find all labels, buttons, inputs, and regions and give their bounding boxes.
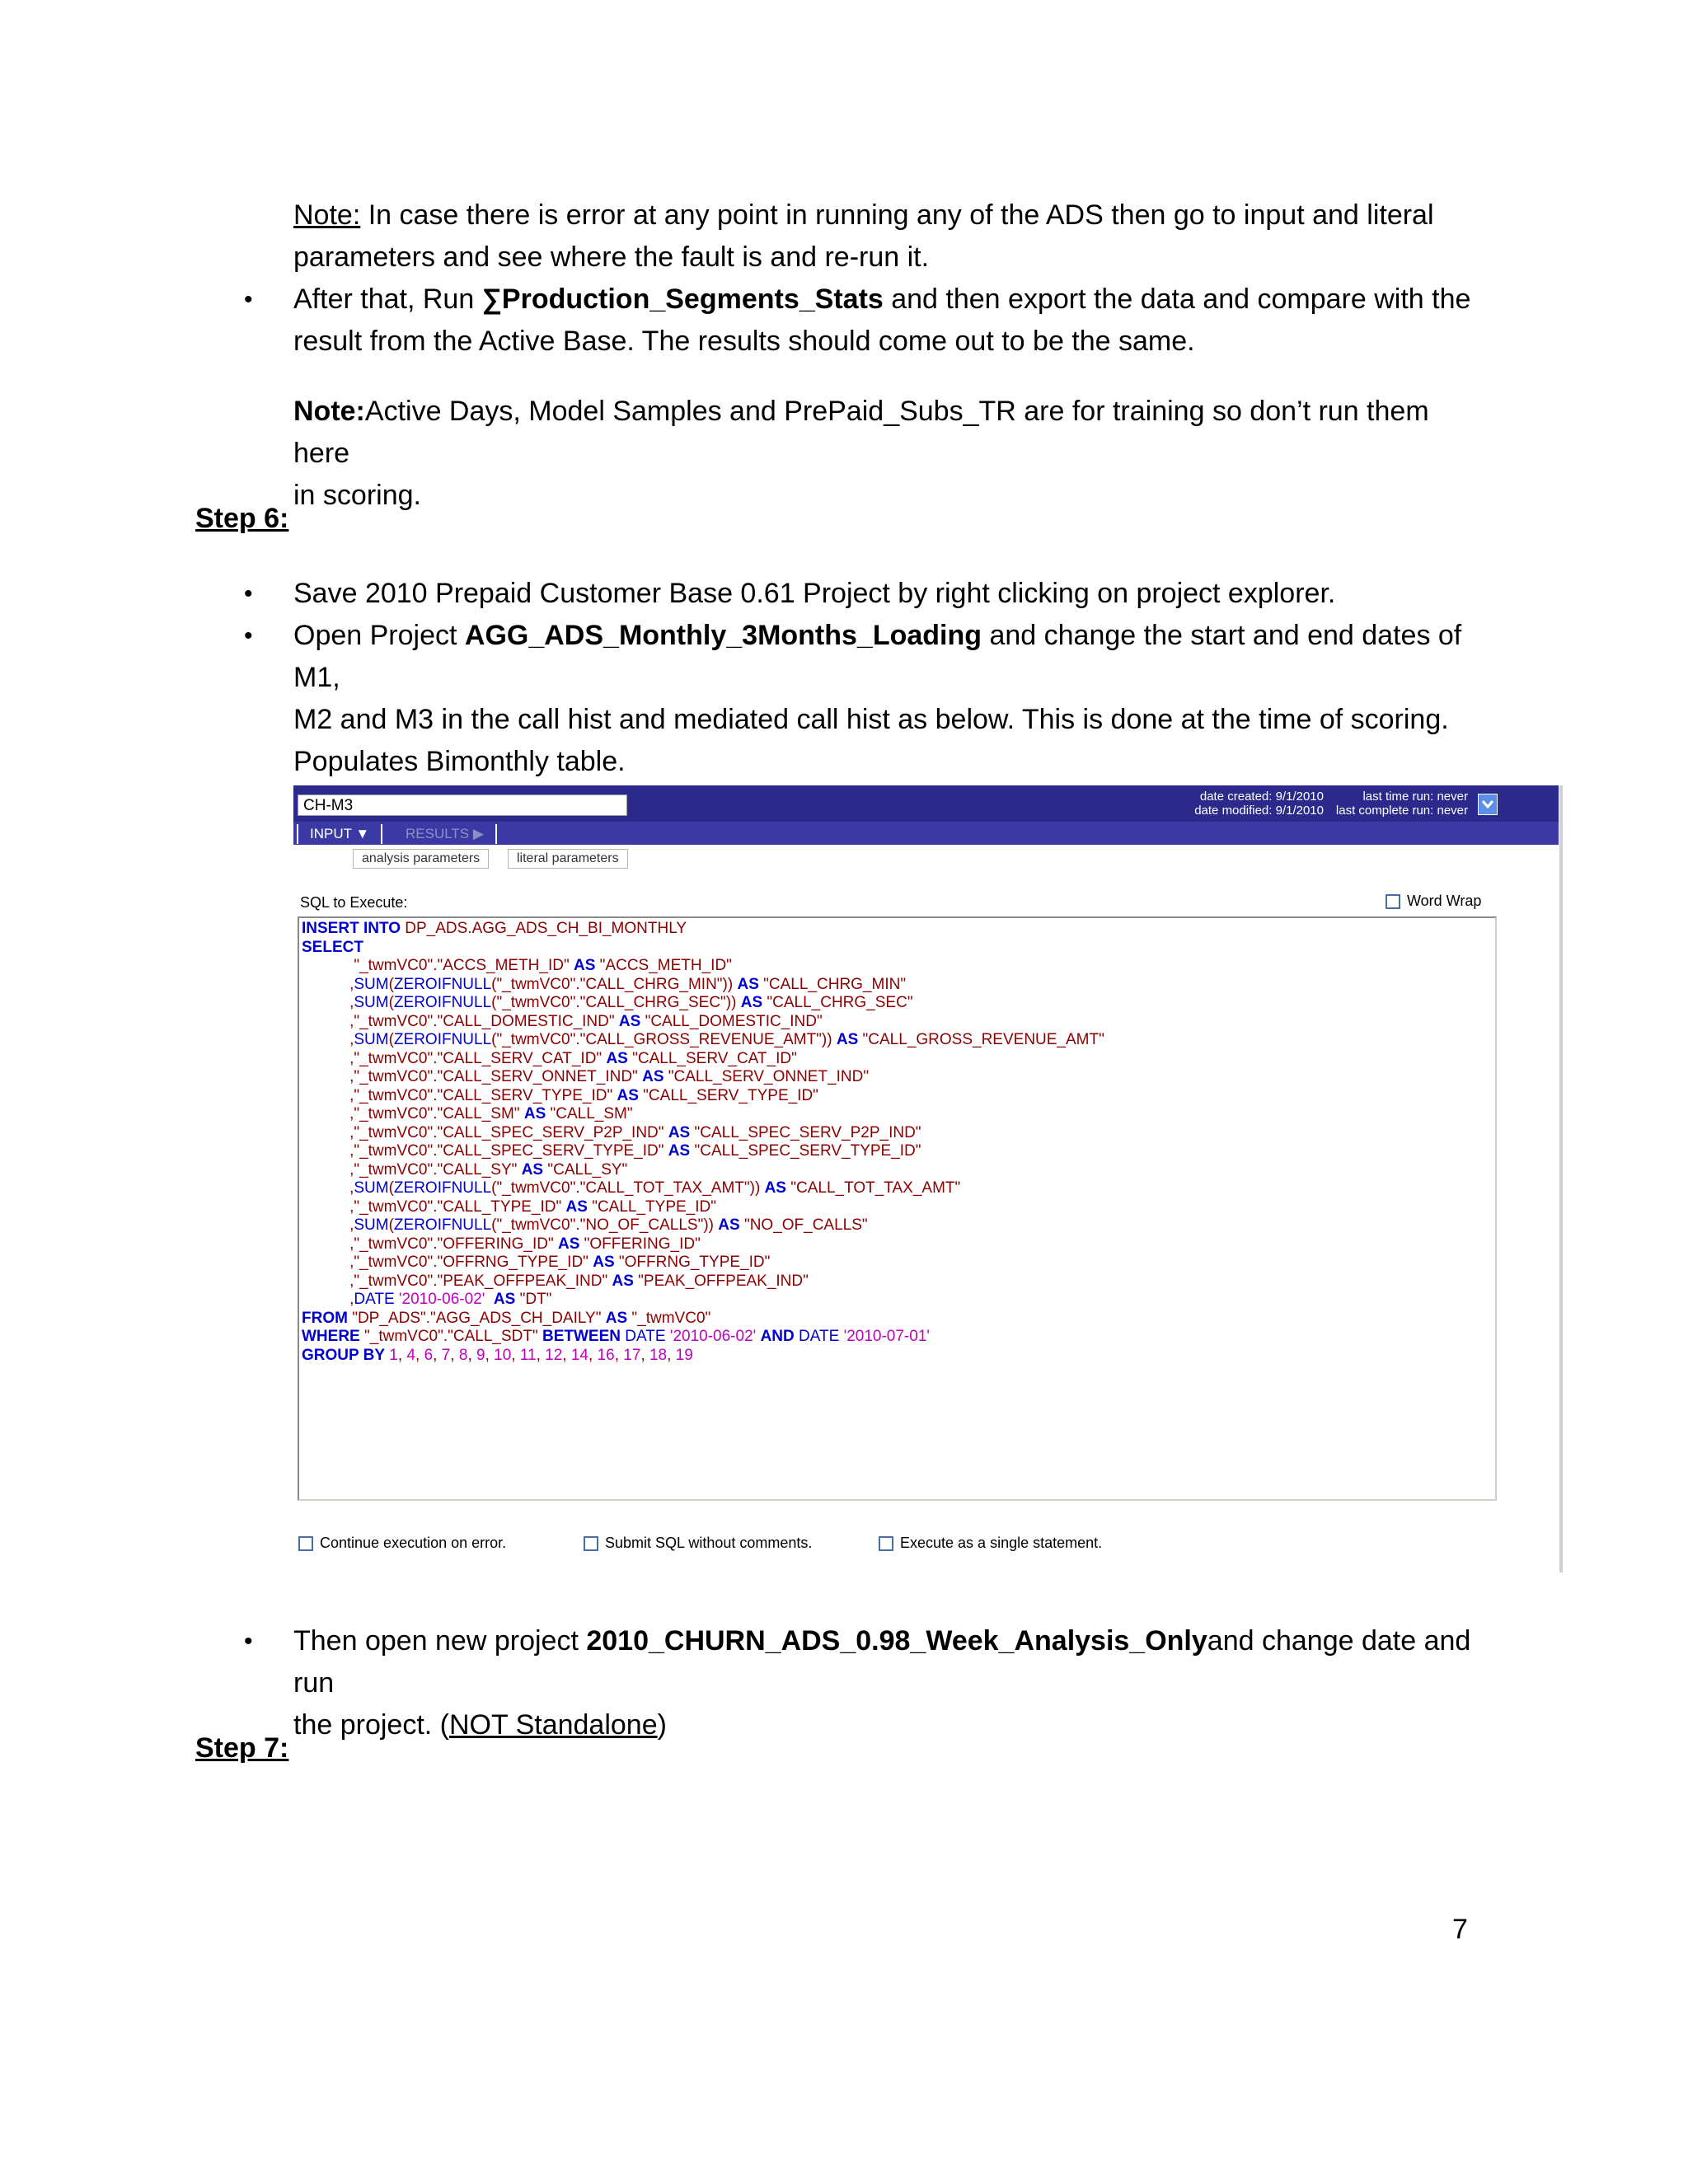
- bullet-text: Open Project: [293, 620, 465, 651]
- sql-editor[interactable]: [298, 916, 1497, 1501]
- sql-line: ,"_twmVC0"."CALL_SERV_TYPE_ID" AS "CALL_SERV_TYPE_ID": [302, 1086, 818, 1104]
- sql-line: ,"_twmVC0"."CALL_SM" AS "CALL_SM": [302, 1105, 633, 1122]
- sql-text[interactable]: [299, 918, 1495, 1365]
- tab-results[interactable]: RESULTS ▶: [394, 824, 497, 844]
- tab-literal-parameters[interactable]: literal parameters: [508, 849, 628, 869]
- sql-line: ,"_twmVC0"."OFFRNG_TYPE_ID" AS "OFFRNG_TYPE_ID": [302, 1254, 771, 1271]
- sql-line: "_twmVC0"."ACCS_METH_ID" AS "ACCS_METH_ID": [302, 957, 732, 974]
- sql-line: WHERE "_twmVC0"."CALL_SDT" BETWEEN DATE '2010-06-02' AND DATE '2010-07-01': [302, 1328, 931, 1345]
- bullet-dot: •: [244, 622, 253, 649]
- bullet-text-line3: Populates Bimonthly table.: [293, 746, 626, 777]
- submit-checkbox[interactable]: [584, 1536, 598, 1551]
- last-complete-run: last complete run: never: [1335, 804, 1468, 818]
- bullet-text: and change date and run: [293, 1625, 1471, 1699]
- sql-line: ,"_twmVC0"."OFFERING_ID" AS "OFFERING_ID": [302, 1235, 701, 1253]
- bullet-save-project: Save 2010 Prepaid Customer Base 0.61 Project by right clicking on project explorer.: [293, 578, 1336, 609]
- bullet-text: and then export the data and compare with the: [883, 284, 1471, 315]
- note-text-line2: parameters and see where the fault is and re-run it.: [293, 241, 930, 273]
- note-label: Note:: [293, 396, 365, 427]
- word-wrap-option[interactable]: [1386, 893, 1481, 910]
- sql-line: ,SUM(ZEROIFNULL("_twmVC0"."CALL_GROSS_REVENUE_AMT")) AS "CALL_GROSS_REVENUE_AMT": [302, 1031, 1104, 1048]
- bullet-bold-text: ∑Production_Segments_Stats: [481, 284, 884, 315]
- sql-line: ,SUM(ZEROIFNULL("_twmVC0"."CALL_CHRG_MIN")) AS "CALL_CHRG_MIN": [302, 975, 907, 993]
- submit-without-comments-option[interactable]: [584, 1535, 812, 1552]
- not-standalone-text: NOT Standalone: [448, 1709, 658, 1741]
- bullet-text-line2: result from the Active Base. The results should come out to be the same.: [293, 326, 1195, 357]
- date-created: date created: 9/1/2010: [1199, 790, 1324, 804]
- tab-bar: [293, 822, 1559, 845]
- bullet-text: and change the start and end dates of M1,: [293, 620, 1462, 693]
- note-text-line2: in scoring.: [293, 480, 421, 511]
- bullet-text: the project. (: [293, 1709, 449, 1741]
- run-info: [1295, 790, 1468, 818]
- note-paragraph-2: [293, 391, 1480, 517]
- note-paragraph-1: [293, 194, 1480, 279]
- sql-label: SQL to Execute:: [300, 894, 408, 911]
- sql-line: GROUP BY 1, 4, 6, 7, 8, 9, 10, 11, 12, 14, 16, 17, 18, 19: [302, 1346, 693, 1364]
- submit-label: Submit SQL without comments.: [605, 1535, 813, 1551]
- chevron-down-icon[interactable]: [1478, 794, 1498, 815]
- sql-line: ,"_twmVC0"."CALL_SPEC_SERV_TYPE_ID" AS "CALL_SPEC_SERV_TYPE_ID": [302, 1142, 921, 1160]
- bullet-text: Then open new project: [293, 1625, 587, 1657]
- sql-line: ,"_twmVC0"."CALL_SERV_ONNET_IND" AS "CALL_SERV_ONNET_IND": [302, 1068, 870, 1085]
- bullet-bold-text: AGG_ADS_Monthly_3Months_Loading: [464, 620, 982, 651]
- analysis-name-field[interactable]: CH-M3: [298, 794, 627, 816]
- sql-line: INSERT INTO DP_ADS.AGG_ADS_CH_BI_MONTHLY: [302, 920, 687, 937]
- continue-label: Continue execution on error.: [320, 1535, 507, 1551]
- analysis-titlebar: [293, 785, 1559, 822]
- bullet-open-new-project: [293, 1620, 1480, 1746]
- note-label: Note:: [293, 199, 361, 231]
- tab-input[interactable]: INPUT ▼: [297, 824, 382, 844]
- sql-line: ,"_twmVC0"."CALL_SERV_CAT_ID" AS "CALL_SERV_CAT_ID": [302, 1049, 797, 1067]
- page-number: 7: [1452, 1914, 1468, 1945]
- sql-line: ,"_twmVC0"."CALL_DOMESTIC_IND" AS "CALL_DOMESTIC_IND": [302, 1012, 823, 1030]
- bullet-text: ): [657, 1709, 667, 1741]
- word-wrap-label: Word Wrap: [1407, 893, 1482, 909]
- note-text: In case there is error at any point in running any of the ADS then go to input and literal: [360, 199, 1434, 231]
- date-modified: date modified: 9/1/2010: [1194, 804, 1324, 818]
- sql-line: ,SUM(ZEROIFNULL("_twmVC0"."CALL_CHRG_SEC")) AS "CALL_CHRG_SEC": [302, 994, 913, 1011]
- sql-line: ,DATE '2010-06-02' AS "DT": [302, 1291, 552, 1308]
- bullet-text-line2: M2 and M3 in the call hist and mediated call hist as below. This is done at the time of scoring.: [293, 704, 1449, 735]
- continue-on-error-option[interactable]: [298, 1535, 506, 1552]
- bullet-bold-text: 2010_CHURN_ADS_0.98_Week_Analysis_Only: [586, 1625, 1207, 1657]
- sql-line: ,"_twmVC0"."CALL_SY" AS "CALL_SY": [302, 1160, 628, 1179]
- note-text: Active Days, Model Samples and PrePaid_Subs_TR are for training so don’t run them here: [293, 396, 1429, 469]
- sql-editor-screenshot: [293, 785, 1559, 1572]
- sql-line: ,"_twmVC0"."CALL_TYPE_ID" AS "CALL_TYPE_ID": [302, 1197, 716, 1216]
- bullet-dot: •: [244, 286, 253, 313]
- bullet-dot: •: [244, 580, 253, 607]
- sql-line: SELECT: [302, 938, 363, 956]
- step-7-heading: Step 7:: [195, 1732, 289, 1764]
- sql-line: ,SUM(ZEROIFNULL("_twmVC0"."NO_OF_CALLS")) AS "NO_OF_CALLS": [302, 1216, 868, 1234]
- tab-analysis-parameters[interactable]: analysis parameters: [353, 849, 489, 869]
- bullet-text: After that, Run: [293, 284, 482, 315]
- sql-line: ,SUM(ZEROIFNULL("_twmVC0"."CALL_TOT_TAX_AMT")) AS "CALL_TOT_TAX_AMT": [302, 1179, 961, 1197]
- sql-line: ,"_twmVC0"."PEAK_OFFPEAK_IND" AS "PEAK_OFFPEAK_IND": [302, 1272, 809, 1290]
- screenshot-edge: [1559, 785, 1563, 1572]
- step-6-heading: Step 6:: [195, 503, 289, 534]
- single-statement-label: Execute as a single statement.: [900, 1535, 1103, 1551]
- last-run: last time run: never: [1362, 790, 1468, 804]
- bullet-dot: •: [244, 1628, 253, 1655]
- single-statement-option[interactable]: [879, 1535, 1102, 1552]
- word-wrap-checkbox[interactable]: [1386, 894, 1400, 909]
- bullet-open-project: [293, 615, 1480, 783]
- single-statement-checkbox[interactable]: [879, 1536, 893, 1551]
- continue-checkbox[interactable]: [298, 1536, 313, 1551]
- bullet-run-production-stats: [293, 279, 1480, 363]
- sql-line: ,"_twmVC0"."CALL_SPEC_SERV_P2P_IND" AS "CALL_SPEC_SERV_P2P_IND": [302, 1123, 921, 1141]
- sql-line: FROM "DP_ADS"."AGG_ADS_CH_DAILY" AS "_twmVC0": [302, 1309, 711, 1327]
